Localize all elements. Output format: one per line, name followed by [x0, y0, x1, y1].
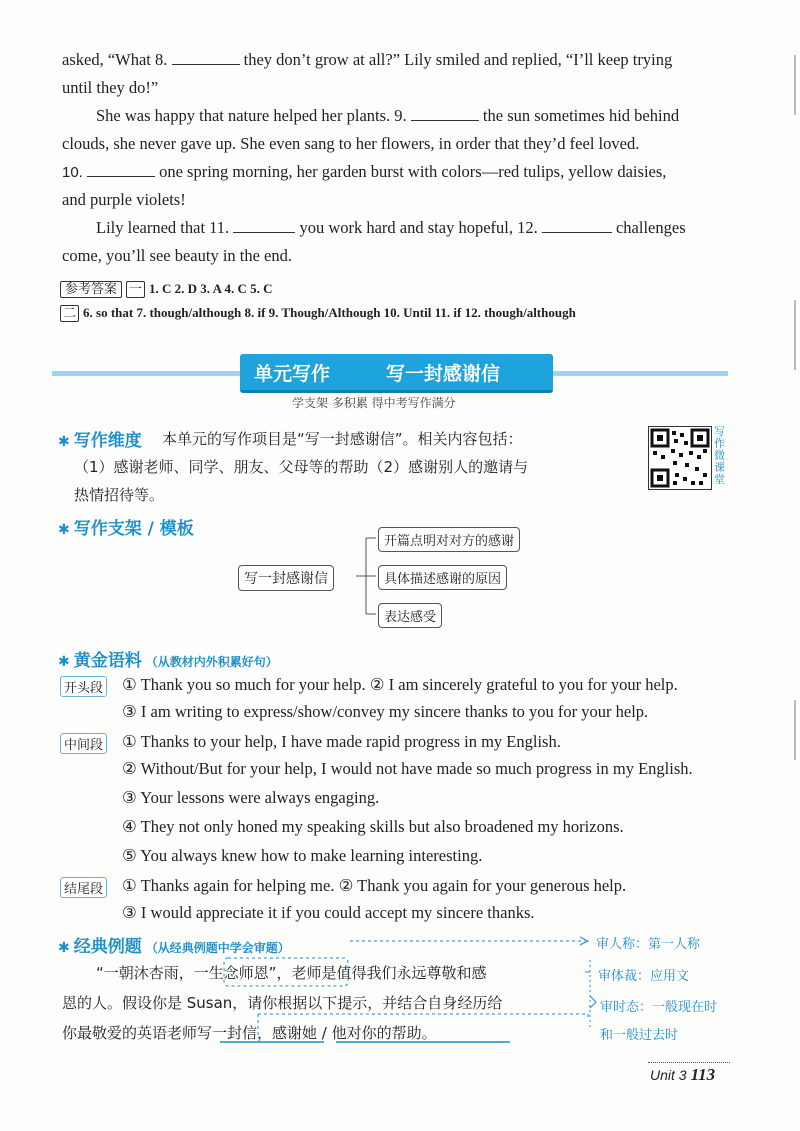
- note-person: 审人称：第一人称: [596, 937, 701, 952]
- gold-sentence-3: ① Thanks to your help, I have made rapid progress in my English.: [122, 732, 561, 751]
- dimension-text-3: 热情招待等。: [74, 486, 165, 504]
- example-line-1: “一朝沐杏雨，一生念师恩”，老师是值得我们永远尊敬和感: [96, 964, 487, 982]
- banner-title-right: 写一封感谢信: [386, 363, 501, 385]
- passage-text: challenges: [615, 218, 686, 237]
- page-number: 113: [690, 1065, 716, 1084]
- dimension-text-1: 本单元的写作项目是“写一封感谢信”。相关内容包括：: [162, 430, 523, 448]
- passage-text: they don’t grow at all?” Lily smiled and replied, “I’ll keep trying: [243, 50, 673, 69]
- gold-sentence-2: ③ I am writing to express/show/convey my sincere thanks to you for your help.: [122, 702, 649, 721]
- sparkle-icon: ✱: [58, 523, 70, 538]
- passage-line-6: and purple violets!: [62, 190, 186, 209]
- answer-part-2: 6. so that 7. though/although 8. if 9. Though/Although 10. Until 11. if 12. though/although: [83, 305, 576, 320]
- tag-middle-paragraph: 中间段: [60, 733, 107, 754]
- sparkle-icon: ✱: [58, 655, 70, 670]
- gold-sentence-6: ④ They not only honed my speaking skills but also broadened my horizons.: [122, 817, 624, 836]
- passage-text: you work hard and stay hopeful, 12.: [299, 218, 538, 237]
- passage-line-8: come, you’ll see beauty in the end.: [62, 246, 293, 265]
- example-title: 经典例题: [73, 937, 142, 957]
- framework-branch-2: 具体描述感谢的原因: [378, 565, 507, 590]
- passage-text: asked, “What 8.: [62, 50, 168, 69]
- gold-sentence-9: ③ I would appreciate it if you could accept my sincere thanks.: [122, 903, 535, 922]
- example-subtitle: （从经典例题中学会审题）: [145, 941, 290, 955]
- qr-side-label: 写作微课堂: [714, 425, 725, 486]
- sparkle-icon: ✱: [58, 435, 70, 450]
- question-number-10: 10.: [62, 164, 83, 181]
- banner-subtitle: 学支架 多积累 得中考写作满分: [292, 396, 456, 410]
- framework-branch-3: 表达感受: [378, 603, 442, 628]
- note-genre: 审体裁：应用文: [598, 969, 690, 984]
- answer-part-1: 1. C 2. D 3. A 4. C 5. C: [149, 281, 273, 296]
- dimension-title: 写作维度: [73, 431, 142, 451]
- banner-title-left: 单元写作: [254, 363, 331, 385]
- gold-subtitle: （从教材内外积累好句）: [145, 655, 278, 669]
- example-line-2: 恩的人。假设你是 Susan，请你根据以下提示，并结合自身经历给: [62, 994, 503, 1012]
- note-tense-2: 和一般过去时: [600, 1028, 679, 1043]
- gold-sentence-7: ⑤ You always knew how to make learning interesting.: [122, 846, 483, 865]
- sparkle-icon: ✱: [58, 941, 70, 956]
- answer-part-1-mark: 一: [126, 281, 145, 298]
- framework-branch-1: 开篇点明对对方的感谢: [378, 527, 520, 552]
- footer-divider: [648, 1062, 730, 1063]
- passage-line-2: until they do!”: [62, 78, 159, 97]
- gold-sentence-5: ③ Your lessons were always engaging.: [122, 788, 380, 807]
- passage-text: the sun sometimes hid behind: [482, 106, 680, 125]
- page-footer: [650, 1065, 715, 1085]
- gold-sentence-8: ① Thanks again for helping me. ② Thank you again for your generous help.: [122, 876, 627, 895]
- gold-sentence-1: ① Thank you so much for your help. ② I am sincerely grateful to you for your help.: [122, 675, 678, 694]
- gold-sentence-4: ② Without/But for your help, I would not have made so much progress in my English.: [122, 759, 693, 778]
- tag-opening-paragraph: 开头段: [60, 676, 107, 697]
- gold-title: 黄金语料: [73, 651, 142, 671]
- passage-text: She was happy that nature helped her plants. 9.: [96, 106, 407, 125]
- framework-title: 写作支架 / 模板: [73, 519, 194, 539]
- answer-key-label: 参考答案: [60, 281, 122, 298]
- dimension-text-2: （1）感谢老师、同学、朋友、父母等的帮助（2）感谢别人的邀请与: [74, 458, 529, 476]
- example-line-3: 你最敬爱的英语老师写一封信，感谢她 / 他对你的帮助。: [62, 1024, 437, 1042]
- note-tense: 审时态：一般现在时: [600, 1000, 718, 1015]
- passage-text: Lily learned that 11.: [96, 218, 230, 237]
- passage-text: one spring morning, her garden burst with colors—red tulips, yellow daisies,: [159, 162, 667, 181]
- answer-part-2-mark: 二: [60, 305, 79, 322]
- framework-root: 写一封感谢信: [238, 565, 334, 591]
- tag-closing-paragraph: 结尾段: [60, 877, 107, 898]
- passage-line-4: clouds, she never gave up. She even sang to her flowers, in order that they’d feel loved.: [62, 134, 640, 153]
- footer-unit: Unit 3: [650, 1067, 687, 1083]
